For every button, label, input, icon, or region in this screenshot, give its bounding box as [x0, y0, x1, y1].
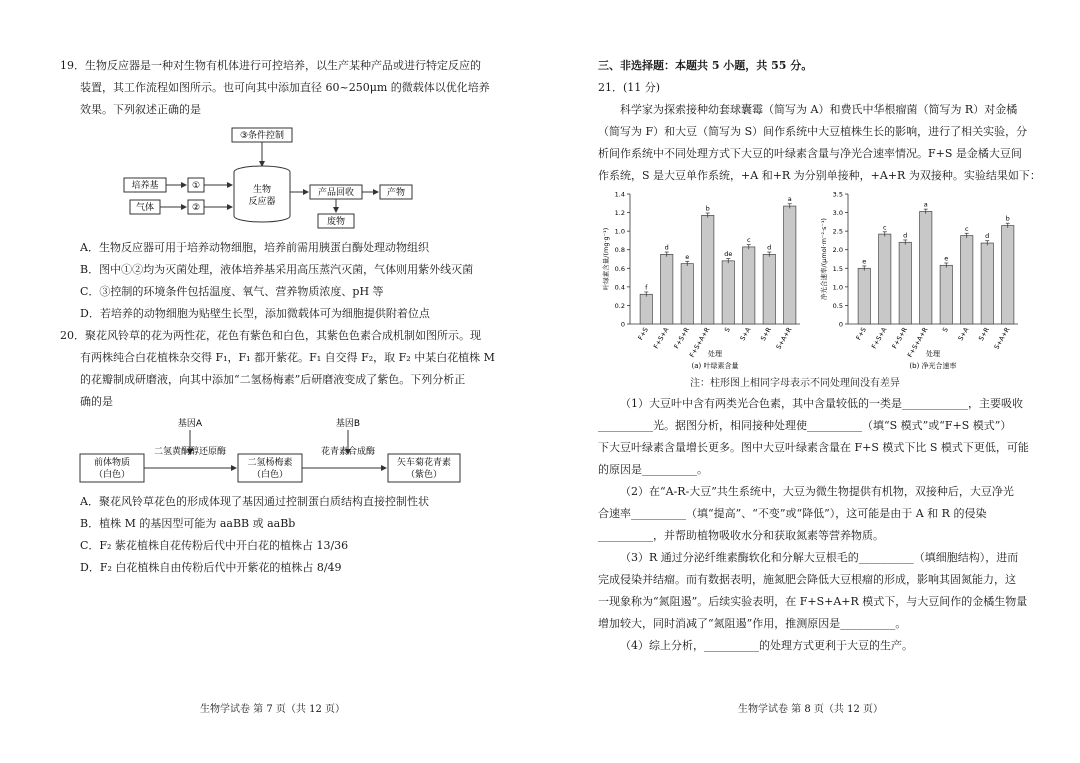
- q19-line-3: 效果。下列叙述正确的是: [80, 103, 201, 116]
- photosynthesis-bar-F+S+A: [879, 234, 891, 324]
- chlorophyll-ytick-label: 0.8: [614, 246, 625, 255]
- mid-label-1: 二氢杨梅素: [247, 458, 293, 468]
- photosynthesis-ytick-label: 1.5: [832, 264, 843, 273]
- q19-option-b: B．图中①②均为灭菌处理，液体培养基采用高压蒸汽灭菌，气体则用紫外线灭菌: [80, 263, 474, 276]
- chlorophyll-sig-label-F+S+A+R: b: [705, 204, 710, 213]
- gas-label: 气体: [135, 203, 155, 213]
- chlorophyll-bar-F+S+A+R: [702, 215, 714, 324]
- q20-line-1: 20．聚花风铃草的花为两性花，花色有紫色和白色，其紫色色素合成机制如图所示。现: [60, 329, 481, 342]
- q21-sub-1c: 下大豆叶绿素含量增长更多。图中大豆叶绿素含量在 F+S 模式下比 S 模式下更低，可能: [598, 441, 1029, 454]
- chlorophyll-title: (a) 叶绿素含量: [691, 362, 739, 370]
- photosynthesis-ytick-label: 3.5: [832, 190, 843, 199]
- chlorophyll-sig-label-F+S+A: d: [664, 243, 669, 252]
- gene-a-label: 基因A: [177, 419, 203, 429]
- q21-sub-1b: __________光。据图分析，相同接种处理使__________（填“S 模式”或“F+S 模式”）: [598, 419, 1012, 432]
- section-title: 三、非选择题：本题共 5 小题，共 55 分。: [598, 59, 813, 72]
- chlorophyll-sig-label-F+S+R: e: [685, 252, 690, 261]
- precursor-label-1: 前体物质: [93, 458, 131, 468]
- photosynthesis-ytick-label: 3.0: [832, 209, 843, 218]
- step2-label: ②: [191, 203, 201, 213]
- photosynthesis-bar-S: [940, 265, 952, 324]
- q21-sub-2b: 合速率__________（填“提高”、“不变”或“降低”），这可能是由于 A 和 R 的侵染: [598, 507, 987, 520]
- photosynthesis-ytick-label: 0.5: [832, 301, 843, 310]
- q21-head: 21．(11 分): [598, 81, 661, 94]
- chart-chlorophyll: [600, 186, 810, 374]
- q21-sub-3d: 增加较大，同时消减了“氮阻遏”作用，推测原因是__________。: [598, 617, 907, 630]
- photosynthesis-xtick-label-F+S+A+R: F+S+A+R: [905, 326, 930, 359]
- product-label: 产物: [386, 188, 406, 198]
- chlorophyll-xtick-label-F+S+A+R: F+S+A+R: [687, 326, 712, 359]
- photosynthesis-sig-label-F+S: e: [862, 257, 867, 266]
- q20-line-4: 确的是: [80, 395, 113, 408]
- final-label-2: （紫色）: [405, 470, 443, 480]
- chart-photosynthesis: [818, 186, 1028, 374]
- chlorophyll-ytick-label: 0.4: [614, 283, 625, 292]
- chlorophyll-sig-label-S+R: d: [767, 243, 772, 252]
- q20-option-c: C．F₂ 紫花植株自花传粉后代中开白花的植株占 13/36: [80, 539, 349, 552]
- q19-line-1: 19．生物反应器是一种对生物有机体进行可控培养，以生产某种产品或进行特定反应的: [60, 59, 481, 72]
- chart-note: 注：柱形图上相同字母表示不同处理间没有差异: [690, 378, 900, 389]
- chlorophyll-bar-S+R: [763, 254, 775, 324]
- photosynthesis-xtick-label-F+S+A: F+S+A: [869, 326, 889, 351]
- chlorophyll-ytick-label: 0: [620, 320, 625, 329]
- q21-sub-1d: 的原因是__________。: [598, 463, 708, 476]
- q20-option-d: D．F₂ 白花植株自由传粉后代中开紫花的植株占 8/49: [80, 561, 342, 574]
- reactor-label-1: 生物: [252, 185, 272, 195]
- chlorophyll-ytick-label: 1.0: [614, 227, 625, 236]
- pigment-pathway-diagram: [78, 414, 478, 486]
- photosynthesis-bar-S+R: [981, 243, 993, 324]
- right-footer: 生物学试卷 第 8 页（共 12 页）: [738, 704, 883, 715]
- q21-sub-3c: 一现象称为“氮阻遏”。后续实验表明，在 F+S+A+R 模式下，与大豆间作的金橘生物量: [598, 595, 1028, 608]
- chlorophyll-xtick-label-S: S: [722, 326, 732, 334]
- q20-line-3: 的花瓣制成研磨液，向其中添加“二氢杨梅素”后研磨液变成了紫色。下列分析正: [80, 373, 466, 386]
- photosynthesis-xtick-label-F+S: F+S: [854, 326, 868, 342]
- final-label-1: 矢车菊花青素: [396, 458, 452, 468]
- chlorophyll-bar-F+S+A: [661, 254, 673, 324]
- photosynthesis-bar-F+S: [858, 268, 870, 324]
- q20-option-b: B．植株 M 的基因型可能为 aaBB 或 aaBb: [80, 517, 296, 530]
- chlorophyll-sig-label-F+S: f: [645, 283, 648, 292]
- chlorophyll-ytick-label: 0.6: [614, 264, 625, 273]
- q20-line-2: 有两株纯合白花植株杂交得 F₁，F₁ 都开紫花。F₁ 自交得 F₂，取 F₂ 中某白花植株 M: [80, 351, 495, 364]
- q21-sub-1a: （1）大豆叶中含有两类光合色素，其中含量较低的一类是____________，主要吸收: [620, 397, 1023, 410]
- chlorophyll-ytick-label: 1.4: [614, 190, 625, 199]
- photosynthesis-xtick-label-F+S+R: F+S+R: [890, 326, 909, 351]
- chlorophyll-xtick-label-S+R: S+R: [759, 326, 773, 343]
- photosynthesis-xlabel: 处理: [926, 350, 940, 358]
- q21-intro-1: 科学家为探索接种幼套球囊霉（简写为 A）和费氏中华根瘤菌（简写为 R）对金橘: [620, 103, 1018, 116]
- photosynthesis-title: (b) 净光合速率: [909, 362, 957, 370]
- chlorophyll-bar-S: [722, 261, 734, 324]
- photosynthesis-ytick-label: 1.0: [832, 283, 843, 292]
- chlorophyll-ytick-label: 0.2: [614, 301, 625, 310]
- q20-option-a: A．聚花风铃草花色的形成体现了基因通过控制蛋白质结构直接控制性状: [80, 495, 429, 508]
- q21-sub-3b: 完成侵染并结瘤。而有数据表明，施氮肥会降低大豆根瘤的形成，影响其固氮能力，这: [598, 573, 1016, 586]
- chlorophyll-sig-label-S+A: c: [746, 236, 751, 245]
- photosynthesis-ytick-label: 2.5: [832, 227, 843, 236]
- photosynthesis-sig-label-S+R: d: [985, 232, 990, 241]
- q21-sub-4: （4）综上分析，__________的处理方式更利于大豆的生产。: [620, 639, 913, 652]
- q21-sub-2c: __________，并帮助植物吸收水分和获取氮素等营养物质。: [598, 529, 884, 542]
- q19-option-d: D．若培养的动物细胞为贴壁生长型，添加微载体可为细胞提供附着位点: [80, 307, 430, 320]
- photosynthesis-xtick-label-S+R: S+R: [977, 326, 991, 343]
- photosynthesis-sig-label-F+S+R: d: [903, 231, 908, 240]
- chlorophyll-bar-S+A: [743, 247, 755, 324]
- bioreactor-flow-diagram: [120, 124, 420, 234]
- photosynthesis-sig-label-S+A+R: b: [1005, 214, 1010, 223]
- reactor-label-2: 反应器: [248, 197, 276, 207]
- photosynthesis-bar-S+A+R: [1002, 226, 1014, 324]
- left-footer: 生物学试卷 第 7 页（共 12 页）: [200, 704, 345, 715]
- q21-intro-2: （简写为 F）和大豆（简写为 S）间作系统中大豆植株生长的影响，进行了相关实验，分: [598, 125, 1028, 138]
- chlorophyll-ylabel: 叶绿素含量/(mg·g⁻¹): [602, 227, 610, 291]
- waste-label: 废物: [326, 217, 346, 227]
- medium-label: 培养基: [131, 181, 159, 191]
- photosynthesis-ytick-label: 0: [838, 320, 843, 329]
- q21-sub-2a: （2）在“A-R-大豆”共生系统中，大豆为微生物提供有机物，双接种后，大豆净光: [620, 485, 1014, 498]
- chlorophyll-bar-S+A+R: [784, 206, 796, 324]
- photosynthesis-bar-F+S+R: [899, 242, 911, 324]
- chlorophyll-sig-label-S+A+R: a: [787, 195, 792, 204]
- precursor-label-2: （白色）: [93, 470, 131, 480]
- photosynthesis-sig-label-S+A: c: [964, 224, 969, 233]
- photosynthesis-bar-S+A: [961, 236, 973, 324]
- chlorophyll-sig-label-S: de: [724, 250, 733, 259]
- condition-label: ③条件控制: [239, 131, 285, 141]
- q21-sub-3a: （3）R 通过分泌纤维素酶软化和分解大豆根毛的__________（填细胞结构），进而: [620, 551, 1019, 564]
- step1-label: ①: [191, 181, 201, 191]
- chlorophyll-xtick-label-F+S+R: F+S+R: [672, 326, 691, 351]
- chlorophyll-xtick-label-S+A+R: S+A+R: [774, 326, 794, 351]
- q19-line-2: 装置，其工作流程如图所示。也可向其中添加直径 60~250μm 的微载体以优化培养: [80, 81, 490, 94]
- chlorophyll-xtick-label-F+S: F+S: [636, 326, 650, 342]
- photosynthesis-xtick-label-S+A: S+A: [956, 326, 971, 343]
- chlorophyll-xtick-label-F+S+A: F+S+A: [651, 326, 671, 351]
- mid-label-2: （白色）: [251, 470, 289, 480]
- recover-label: 产品回收: [317, 188, 355, 198]
- q19-option-a: A．生物反应器可用于培养动物细胞，培养前需用胰蛋白酶处理动物组织: [80, 241, 429, 254]
- photosynthesis-xtick-label-S: S: [940, 326, 950, 334]
- q21-intro-4: 作系统，S 是大豆单作系统，+A 和+R 为分别单接种，+A+R 为双接种。实验结果如下：: [598, 169, 1041, 182]
- chlorophyll-ytick-label: 1.2: [614, 209, 625, 218]
- photosynthesis-sig-label-F+S+A: c: [882, 223, 887, 232]
- chlorophyll-xlabel: 处理: [708, 350, 722, 358]
- photosynthesis-xtick-label-S+A+R: S+A+R: [992, 326, 1012, 351]
- photosynthesis-bar-F+S+A+R: [920, 211, 932, 324]
- photosynthesis-ylabel: 净光合速率/(μmol·m⁻²·s⁻¹): [820, 218, 828, 300]
- enzyme2-label: 花青素合成酶: [320, 447, 376, 457]
- q21-intro-3: 析间作系统中不同处理方式下大豆的叶绿素含量与净光合速率情况。F+S 是金橘大豆间: [598, 147, 1022, 160]
- chlorophyll-xtick-label-S+A: S+A: [738, 326, 753, 343]
- gene-b-label: 基因B: [335, 419, 361, 429]
- chlorophyll-bar-F+S: [640, 294, 652, 324]
- chlorophyll-bar-F+S+R: [681, 264, 693, 324]
- enzyme1-label: 二氢黄酮醇还原酶: [153, 447, 227, 457]
- photosynthesis-sig-label-F+S+A+R: a: [923, 200, 928, 209]
- q19-option-c: C．③控制的环境条件包括温度、氧气、营养物质浓度、pH 等: [80, 285, 384, 298]
- photosynthesis-ytick-label: 2.0: [832, 246, 843, 255]
- photosynthesis-sig-label-S: e: [944, 254, 949, 263]
